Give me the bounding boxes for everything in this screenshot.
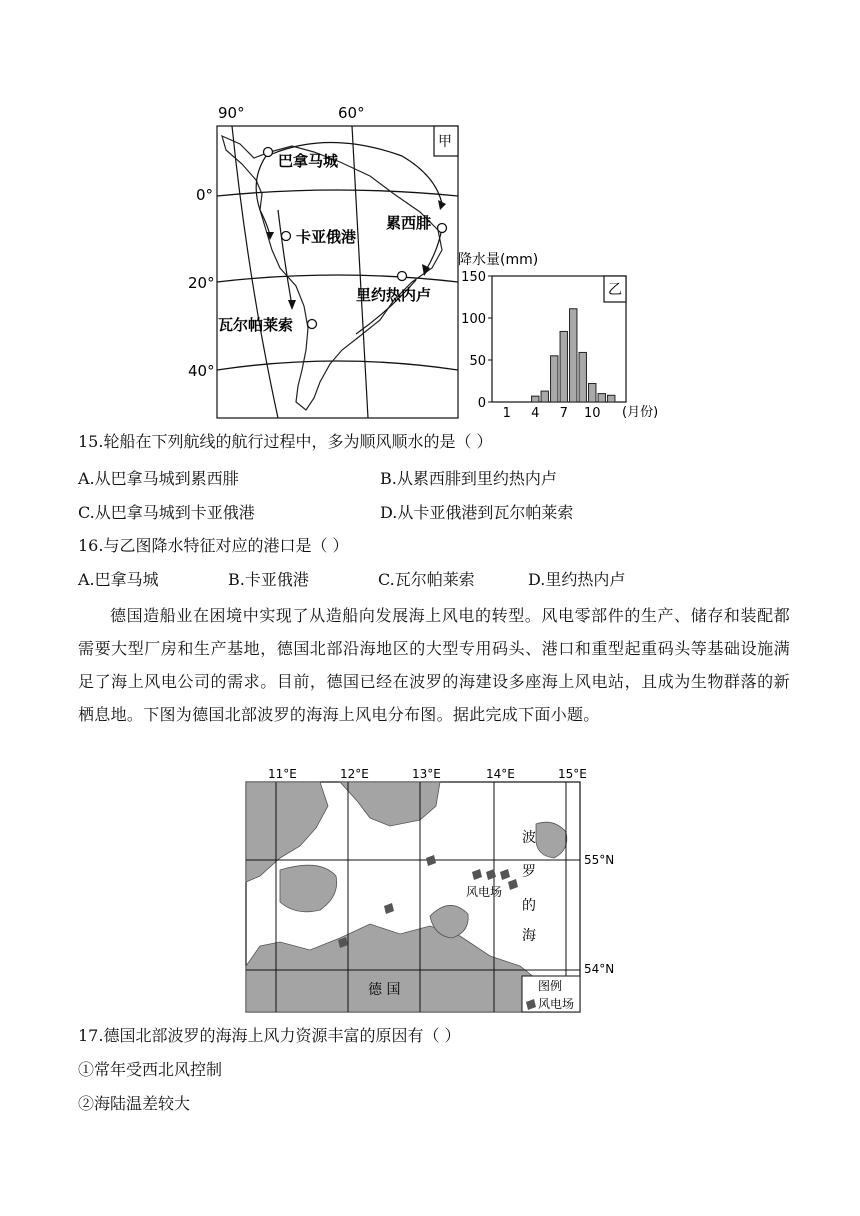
legend-item: 风电场 [538, 997, 575, 1011]
question-16-stem: 16.与乙图降水特征对应的港口是（ ） [78, 536, 349, 555]
question-15-option-c[interactable]: C.从巴拿马城到卡亚俄港 [78, 503, 255, 522]
lon-label: 14°E [486, 767, 515, 781]
lat-label: 54°N [584, 962, 615, 976]
lon-label: 12°E [340, 767, 369, 781]
precip-bar [560, 331, 567, 402]
lat-label: 20° [188, 274, 215, 292]
lon-label: 13°E [412, 767, 441, 781]
map-label: 甲 [438, 134, 452, 150]
precip-bar [608, 395, 615, 402]
south-america-map [180, 100, 460, 422]
lat-label: 0° [196, 186, 214, 204]
precip-bar [532, 396, 539, 402]
lat-label: 40° [188, 362, 215, 380]
lon-label: 90° [218, 104, 245, 122]
chart-label: 乙 [608, 282, 622, 298]
place-label: 瓦尔帕莱索 [218, 316, 294, 334]
question-16-option-d[interactable]: D.里约热内卢 [528, 570, 626, 589]
chart-xlabel: (月份) [622, 405, 659, 420]
lon-label: 11°E [268, 767, 297, 781]
question-16-option-a[interactable]: A.巴拿马城 [78, 570, 159, 589]
reading-passage: 德国造船业在困境中实现了从造船向发展海上风电的转型。风电零部件的生产、储存和装配都需要大型厂房和生产基地，德国北部沿海地区的大型专用码头、港口和重型起重码头等基础设施满足了海上风电公司的需求。目前，德国已经在波罗的海建设多座海上风电站，且成为生物群落的新栖息地。下图为德国北部波罗的海海上风电分布图。据此完成下面小题。 [78, 606, 790, 724]
precip-bar [589, 384, 596, 402]
y-tick-label: 0 [477, 396, 486, 411]
x-tick-label: 10 [583, 406, 601, 421]
question-17-item-1[interactable]: ①常年受西北风控制 [78, 1060, 223, 1079]
x-tick-label: 4 [531, 406, 540, 421]
sea-char: 的 [522, 898, 536, 914]
place-label: 巴拿马城 [278, 152, 339, 170]
sea-char: 罗 [522, 864, 536, 880]
question-15-stem: 15.轮船在下列航线的航行过程中，多为顺风顺水的是（ ） [78, 432, 493, 451]
sea-char: 海 [522, 928, 536, 944]
y-tick-label: 100 [461, 312, 486, 327]
sea-char: 波 [522, 830, 536, 846]
precip-bar [579, 352, 586, 402]
place-label: 累西腓 [386, 214, 432, 232]
lon-label: 60° [338, 104, 365, 122]
chart-ylabel: 降水量(mm) [458, 252, 539, 268]
question-15-option-b[interactable]: B.从累西腓到里约热内卢 [380, 469, 557, 488]
legend-title: 图例 [538, 979, 563, 993]
precipitation-chart [452, 244, 672, 424]
precip-bar [541, 391, 548, 402]
wind-farm-label: 风电场 [466, 885, 503, 899]
baltic-wind-farm-map [240, 766, 620, 1014]
lon-label: 15°E [558, 767, 587, 781]
question-16-option-c[interactable]: C.瓦尔帕莱索 [378, 570, 475, 589]
y-tick-label: 50 [469, 354, 486, 369]
question-16-option-b[interactable]: B.卡亚俄港 [228, 570, 309, 589]
y-tick-label: 150 [461, 270, 486, 285]
x-tick-label: 1 [502, 406, 511, 421]
place-label: 里约热内卢 [356, 286, 432, 304]
x-tick-label: 7 [559, 406, 568, 421]
question-17-stem: 17.德国北部波罗的海海上风力资源丰富的原因有（ ） [78, 1026, 461, 1045]
country-label: 德 国 [368, 982, 401, 998]
precip-bar [570, 309, 577, 402]
question-15-option-d[interactable]: D.从卡亚俄港到瓦尔帕莱索 [380, 503, 574, 522]
precip-bar [598, 394, 605, 402]
question-15-option-a[interactable]: A.从巴拿马城到累西腓 [78, 469, 239, 488]
place-label: 卡亚俄港 [296, 228, 357, 246]
lat-label: 55°N [584, 853, 615, 867]
question-17-item-2[interactable]: ②海陆温差较大 [78, 1094, 191, 1113]
precip-bar [551, 356, 558, 402]
